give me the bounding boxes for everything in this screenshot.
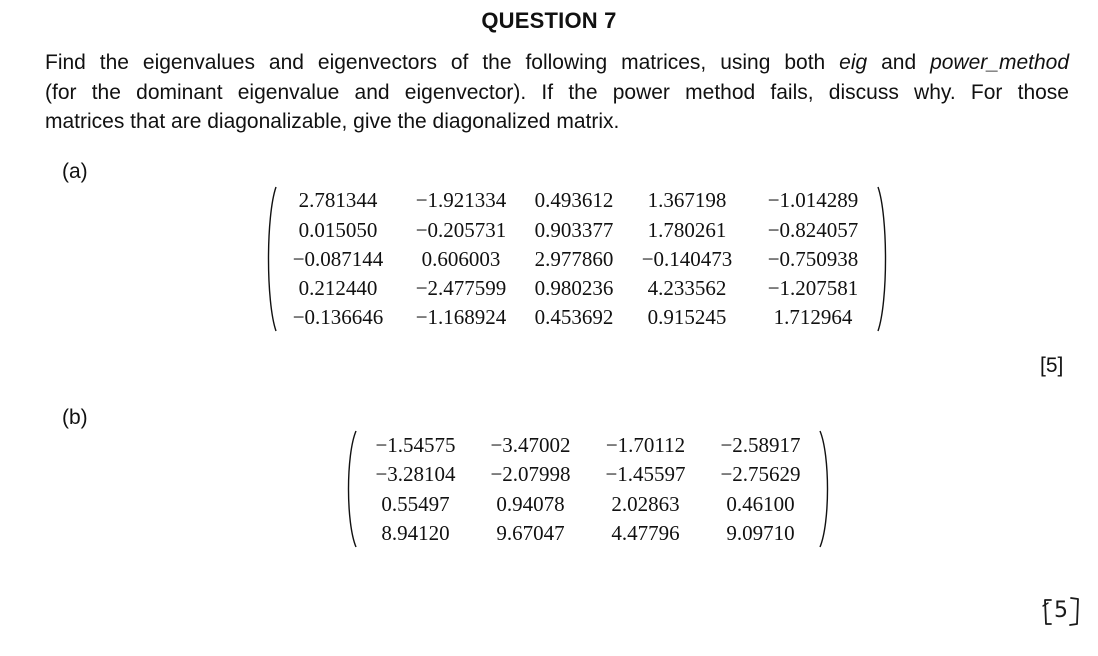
matrix-entry: −1.168924 <box>415 305 507 330</box>
instruction-text: and <box>867 51 931 74</box>
matrix-entry: 1.780261 <box>647 217 727 242</box>
instruction-text: Find the eigenvalues and eigenvectors of the following matrices, using both <box>45 51 840 74</box>
matrix-entry: 0.46100 <box>726 491 795 516</box>
instruction-line-1 <box>45 48 1069 78</box>
matrix-entry: 0.903377 <box>534 217 614 242</box>
matrix-entry: −0.087144 <box>292 246 384 271</box>
question-instructions <box>45 48 1069 137</box>
matrix-b-table <box>358 430 818 548</box>
matrix-row <box>278 274 876 303</box>
matrix-entry: 0.015050 <box>298 217 378 242</box>
matrix-row <box>278 186 876 215</box>
matrix-entry: −0.750938 <box>767 246 859 271</box>
left-parenthesis <box>264 186 278 332</box>
matrix-entry: −0.136646 <box>292 305 384 330</box>
matrix-entry: 2.781344 <box>298 188 378 213</box>
matrix-entry: −2.477599 <box>415 275 507 300</box>
matrix-row <box>358 460 818 490</box>
matrix-entry: −2.75629 <box>720 462 801 486</box>
matrix-entry: 4.47796 <box>611 521 680 545</box>
matrix-entry: −1.014289 <box>767 188 859 213</box>
part-a-marks: [5] <box>1040 354 1064 377</box>
matrix-entry: −1.54575 <box>375 432 456 457</box>
matrix-entry: −3.47002 <box>490 432 571 457</box>
matrix-a <box>264 186 890 332</box>
power-method-function-name: power_method <box>930 51 1069 74</box>
matrix-entry: 9.09710 <box>726 521 795 545</box>
matrix-entry: 0.915245 <box>647 305 727 330</box>
matrix-row <box>278 215 876 244</box>
matrix-entry: 0.212440 <box>298 275 378 300</box>
matrix-entry: 0.94078 <box>496 491 565 516</box>
matrix-a-table <box>278 186 876 332</box>
matrix-b <box>344 430 832 548</box>
matrix-row <box>278 244 876 273</box>
matrix-entry: −0.205731 <box>415 217 507 242</box>
matrix-entry: 0.493612 <box>534 188 614 213</box>
matrix-entry: 1.712964 <box>773 305 853 330</box>
eig-function-name: eig <box>839 51 868 74</box>
question-title: QUESTION 7 <box>481 8 617 33</box>
instruction-line-2: (for the dominant eigenvalue and eigenvector). If the power method fails, discuss why. For those <box>45 80 1069 104</box>
matrix-row <box>358 519 818 549</box>
matrix-entry: −2.07998 <box>490 462 571 486</box>
matrix-entry: −1.207581 <box>767 275 859 300</box>
matrix-entry: 0.453692 <box>534 305 614 330</box>
part-b-marks-value: 5 <box>1054 598 1068 623</box>
left-parenthesis <box>344 430 358 548</box>
matrix-entry: 0.980236 <box>534 275 614 300</box>
part-b-marks-handwritten <box>1040 594 1082 630</box>
matrix-row <box>278 303 876 332</box>
matrix-entry: −1.45597 <box>605 462 686 486</box>
part-a-label: (a) <box>62 160 88 183</box>
matrix-entry: −0.140473 <box>641 246 733 271</box>
matrix-entry: −0.824057 <box>767 217 859 242</box>
matrix-entry: 8.94120 <box>381 521 450 545</box>
part-b-label: (b) <box>62 406 88 429</box>
matrix-entry: 2.977860 <box>534 246 614 271</box>
matrix-entry: 0.606003 <box>421 246 501 271</box>
right-parenthesis <box>818 430 832 548</box>
matrix-entry: 2.02863 <box>611 491 680 516</box>
matrix-row <box>358 489 818 519</box>
matrix-entry: 9.67047 <box>496 521 565 545</box>
right-parenthesis <box>876 186 890 332</box>
matrix-entry: 4.233562 <box>647 275 727 300</box>
matrix-entry: 0.55497 <box>381 491 450 516</box>
matrix-entry: 1.367198 <box>647 188 727 213</box>
matrix-row <box>358 430 818 460</box>
matrix-entry: −2.58917 <box>720 432 801 457</box>
matrix-entry: −1.70112 <box>605 432 686 457</box>
instruction-line-3: matrices that are diagonalizable, give the diagonalized matrix. <box>45 110 620 133</box>
matrix-entry: −1.921334 <box>415 188 507 213</box>
matrix-entry: −3.28104 <box>375 462 456 486</box>
